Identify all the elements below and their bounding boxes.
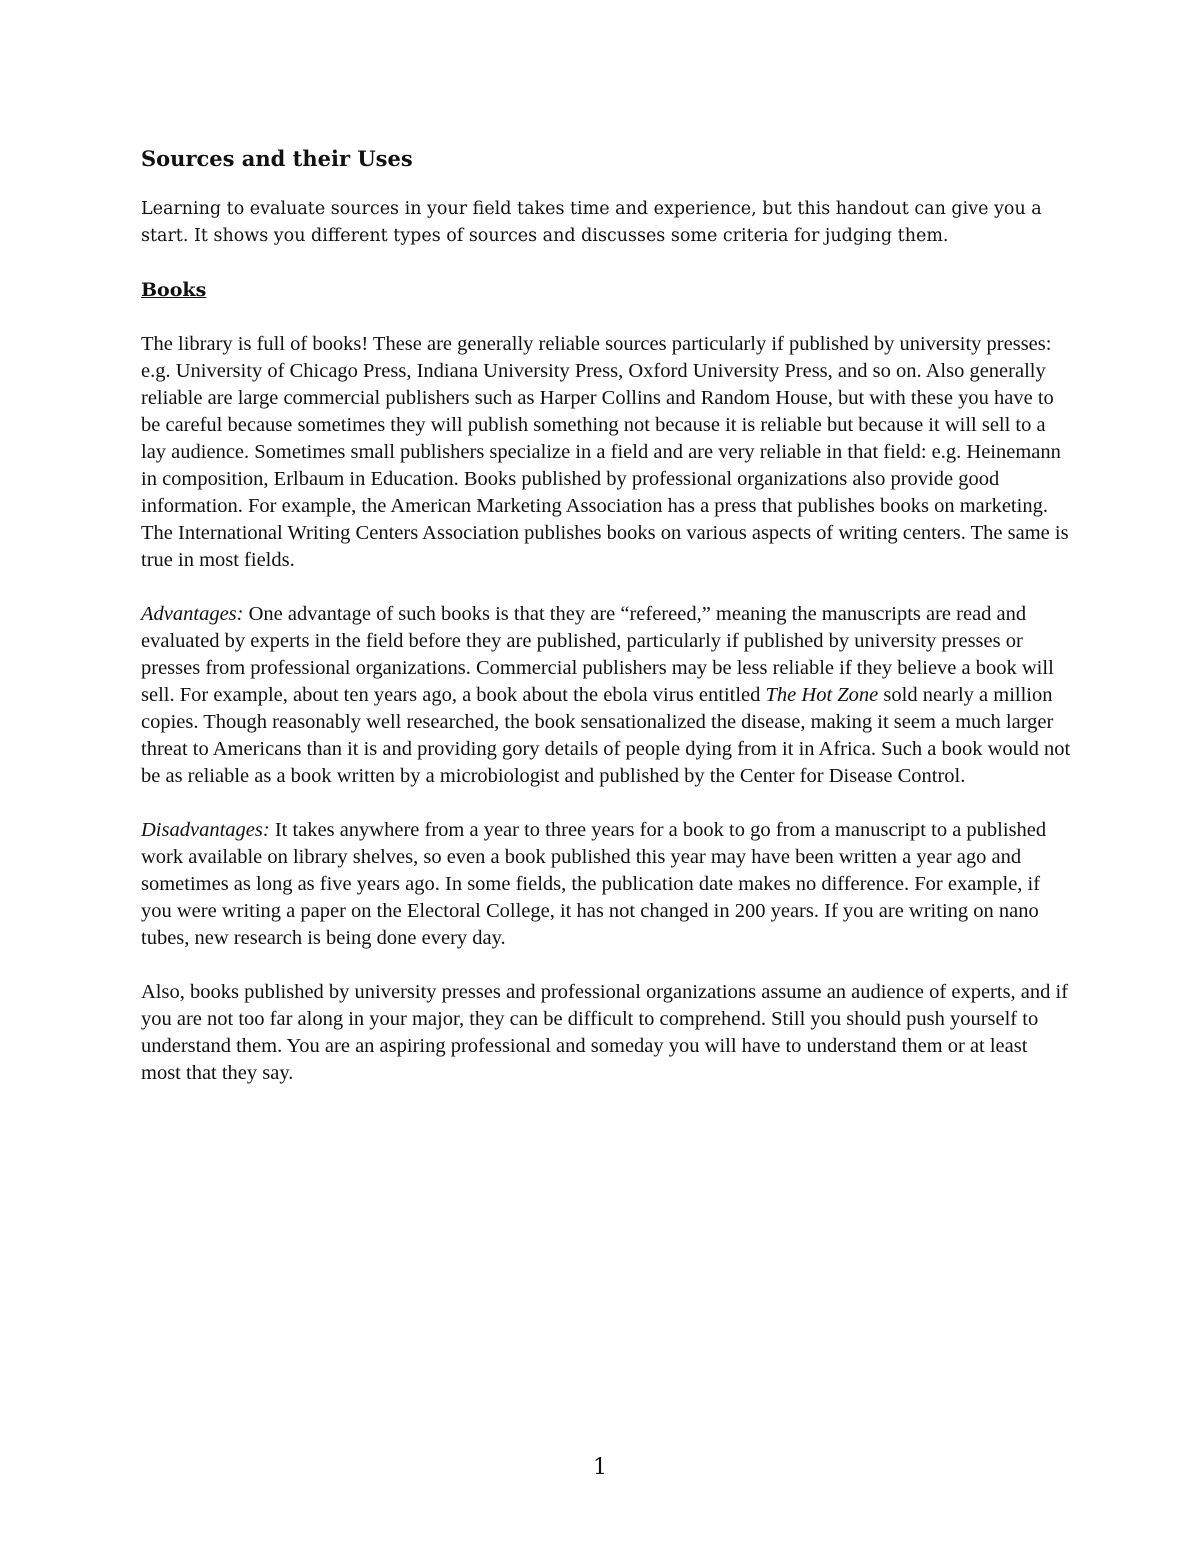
intro-paragraph: Learning to evaluate sources in your field takes time and experience, but this handout can give you a start. It shows you different types of sources and discusses some criteria for judging them. [141,199,1042,246]
advantages-text-part-1: One advantage of such books is that they are “refereed,” meaning the manuscripts are read and evaluated by experts in the field before they are published, particularly if published by university presses or presses from professional organizations. Commercial publishers may be less reliable if they believe a book will sell. For example, about ten years ago, a book about the ebola virus entitled [141,603,1054,706]
document-title: Sources and their Uses [141,146,413,171]
advantages-paragraph [141,601,1071,790]
advantages-label: Advantages: [141,603,244,625]
disadvantages-text: It takes anywhere from a year to three years for a book to go from a manuscript to a published work available on library shelves, so even a book published this year may have been written a year ago and sometimes as long as five years ago. In some fields, the publication date makes no difference. For example, if you were writing a paper on the Electoral College, it has not changed in 200 years. If you are writing on nano tubes, new research is being done every day. [141,819,1047,949]
final-paragraph: Also, books published by university presses and professional organizations assume an audience of experts, and if you are not too far along in your major, they can be difficult to comprehend. Still you should push yourself to understand them. You are an aspiring professional and someday you will have to understand them or at least most that they say. [141,981,1069,1084]
page-number: 1 [593,1455,607,1480]
disadvantages-paragraph [141,817,1071,952]
section-heading-books: Books [141,279,207,301]
advantages-text-part-2: sold nearly a million copies. Though reasonably well researched, the book sensationalized the disease, making it seem a much larger threat to Americans than it is and providing gory details of people dying from it in Africa. Such a book would not be as reliable as a book written by a microbiologist and published by the Center for Disease Control. [141,684,1071,787]
book-title-hot-zone: The Hot Zone [765,684,879,706]
books-paragraph: The library is full of books! These are generally reliable sources particularly if published by university presses: e.g. University of Chicago Press, Indiana University Press, Oxford University Press, and so on. Also generally reliable are large commercial publishers such as Harper Collins and Random House, but with these you have to be careful because sometimes they will publish something not because it is reliable but because it will sell to a lay audience. Sometimes small publishers specialize in a field and are very reliable in that field: e.g. Heinemann in composition, Erlbaum in Education. Books published by professional organizations also provide good information. For example, the American Marketing Association has a press that publishes books on marketing. The International Writing Centers Association publishes books on various aspects of writing centers. The same is true in most fields. [141,333,1069,571]
document-body [141,142,1071,1114]
disadvantages-label: Disadvantages: [141,819,270,841]
